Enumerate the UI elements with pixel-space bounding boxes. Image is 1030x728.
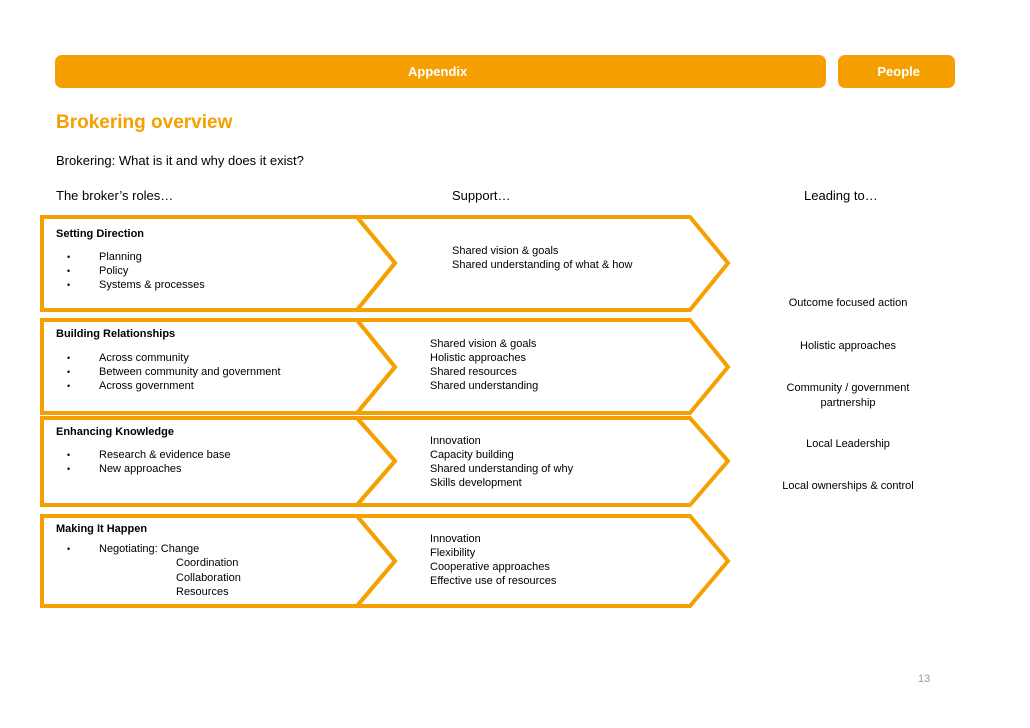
support-item: Shared understanding of what & how: [452, 259, 633, 271]
negotiating-sublist: [176, 556, 241, 600]
outcome-item: Holistic approaches: [800, 340, 896, 352]
page-title: Brokering overview: [56, 112, 233, 133]
role-bullet-list: [65, 250, 205, 292]
support-chevron: [357, 320, 728, 413]
role-bullet-list: [65, 448, 230, 476]
role-bullet: • New approaches: [65, 462, 230, 476]
role-bullet: • Across government: [65, 379, 281, 393]
negotiating-item: Resources: [176, 586, 229, 598]
page-subtitle: Brokering: What is it and why does it exist?: [56, 153, 304, 168]
support-list: [430, 337, 538, 393]
support-item: Cooperative approaches: [430, 561, 550, 573]
negotiating-item: Coordination: [176, 557, 239, 569]
support-item: Effective use of resources: [430, 575, 557, 587]
role-title: Enhancing Knowledge: [56, 426, 174, 438]
outcome-item: Local Leadership: [806, 438, 890, 450]
support-item: Shared resources: [430, 366, 517, 378]
role-bullet: • Negotiating: Change: [65, 542, 199, 556]
support-item: Shared understanding: [430, 380, 539, 392]
support-list: [430, 532, 556, 588]
outcome-item: Local ownerships & control: [782, 480, 914, 492]
outcome-item: Outcome focused action: [788, 297, 908, 309]
role-bullet: • Policy: [65, 264, 205, 278]
role-bullet: • Across community: [65, 351, 281, 365]
support-item: Holistic approaches: [430, 352, 526, 364]
role-title: Making It Happen: [56, 523, 148, 535]
role-bullet-list: [65, 351, 281, 393]
support-list: [430, 434, 573, 490]
column-heading-support: Support…: [452, 188, 511, 203]
support-list: [452, 244, 632, 272]
role-bullet: • Planning: [65, 250, 205, 264]
support-item: Shared vision & goals: [430, 338, 537, 350]
support-item: Innovation: [430, 435, 481, 447]
role-bullet: • Between community and government: [65, 365, 281, 379]
outcome-item: Community / government partnership: [786, 382, 910, 409]
support-item: Shared understanding of why: [430, 463, 574, 475]
role-title: Setting Direction: [56, 228, 145, 240]
column-heading-roles: The broker’s roles…: [56, 188, 174, 203]
role-bullet: • Research & evidence base: [65, 448, 230, 462]
support-item: Innovation: [430, 533, 481, 545]
support-item: Skills development: [430, 477, 522, 489]
page-number: 13: [918, 673, 931, 685]
people-tab[interactable]: People: [838, 55, 955, 88]
role-bullet: • Systems & processes: [65, 278, 205, 292]
role-title: Building Relationships: [56, 328, 176, 340]
support-item: Capacity building: [430, 449, 514, 461]
negotiating-item: Collaboration: [176, 571, 241, 584]
support-item: Shared vision & goals: [452, 245, 559, 257]
section-label: Appendix: [408, 64, 468, 79]
column-heading-leading: Leading to…: [804, 188, 878, 203]
support-item: Flexibility: [430, 547, 476, 559]
role-bullet-list: [65, 542, 199, 556]
